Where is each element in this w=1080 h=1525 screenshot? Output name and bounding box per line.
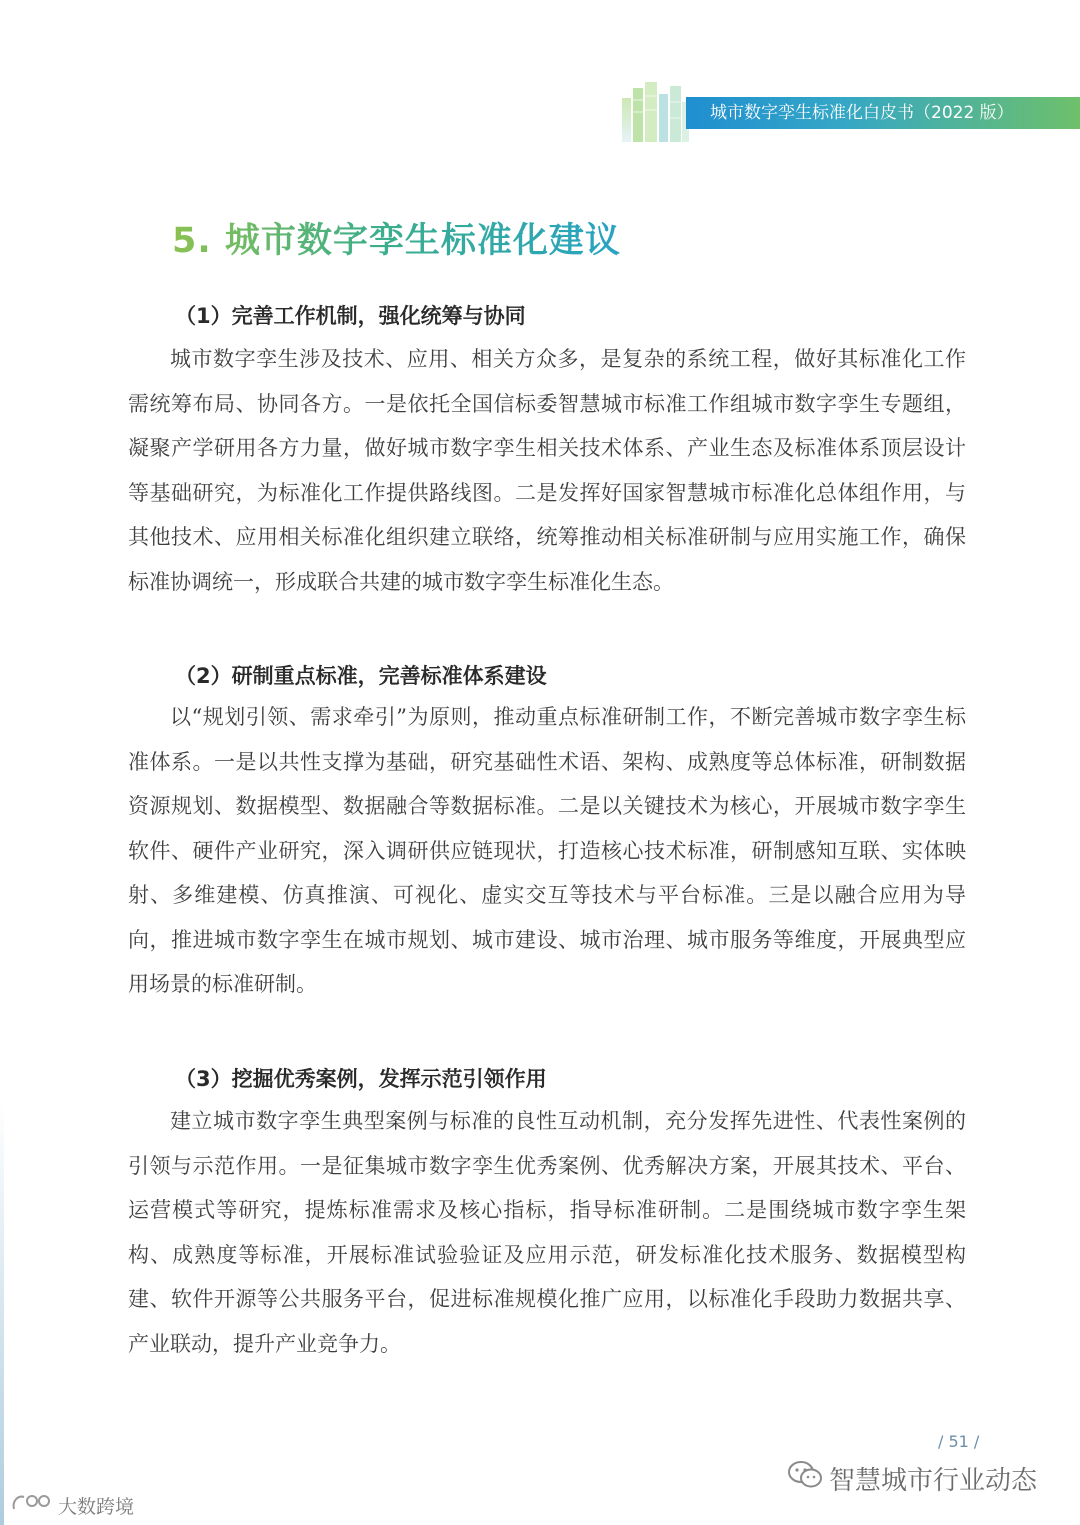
header-buildings-graphic (620, 80, 690, 142)
brand-text: 大数跨境 (58, 1495, 135, 1518)
watermark-text: 智慧城市行业动态 (829, 1465, 1038, 1496)
section-heading-1: （1）完善工作机制，强化统筹与协同 (175, 304, 526, 328)
wechat-icon (787, 1460, 823, 1497)
chapter-title: 5. 城市数字孪生标准化建议 (172, 213, 621, 263)
section-heading-3: （3）挖掘优秀案例，发挥示范引领作用 (175, 1067, 547, 1091)
section-body-2: 以“规划引领、需求牵引”为原则，推动重点标准研制工作，不断完善城市数字孪生标准体系。一是以共性支撑为基础，研究基础性术语、架构、成熟度等总体标准，研制数据资源规划、数据模型、数据融合等数据标准。二是以关键技术为核心，开展城市数字孪生软件、硬件产业研究，深入调研供应链现状，打造核心技术标准，研制感知互联、实体映射、多维建模、仿真推演、可视化、虚实交互等技术与平台标准。三是以融合应用为导向，推进城市数字孪生在城市规划、城市建设、城市治理、城市服务等维度，开展典型应用场景的标准研制。 (128, 705, 966, 996)
brand-logo-icon (10, 1491, 54, 1520)
watermark-source (787, 1460, 1037, 1496)
header-band (686, 97, 1080, 129)
section-body-1: 城市数字孪生涉及技术、应用、相关方众多，是复杂的系统工程，做好其标准化工作需统筹布局、协同各方。一是依托全国信标委智慧城市标准工作组城市数字孪生专题组，凝聚产学研用各方力量，做好城市数字孪生相关技术体系、产业生态及标准体系顶层设计等基础研究，为标准化工作提供路线图。二是发挥好国家智慧城市标准化总体组作用，与其他技术、应用相关标准化组织建立联络，统筹推动相关标准研制与应用实施工作，确保标准协调统一，形成联合共建的城市数字孪生标准化生态。 (128, 347, 966, 594)
document-title: 城市数字孪生标准化白皮书（2022 版） (710, 103, 1014, 123)
page-number: / 51 / (938, 1432, 980, 1451)
section-body-3: 建立城市数字孪生典型案例与标准的良性互动机制，充分发挥先进性、代表性案例的引领与示范作用。一是征集城市数字孪生优秀案例、优秀解决方案，开展其技术、平台、运营模式等研究，提炼标准需求及核心指标，指导标准研制。二是围绕城市数字孪生架构、成熟度等标准，开展标准试验验证及应用示范，研发标准化技术服务、数据模型构建、软件开源等公共服务平台，促进标准规模化推广应用，以标准化手段助力数据共享、产业联动，提升产业竞争力。 (128, 1109, 966, 1356)
page-edge-shadow (0, 1100, 4, 1525)
watermark-brand (10, 1490, 134, 1520)
section-heading-2: （2）研制重点标准，完善标准体系建设 (175, 664, 547, 688)
